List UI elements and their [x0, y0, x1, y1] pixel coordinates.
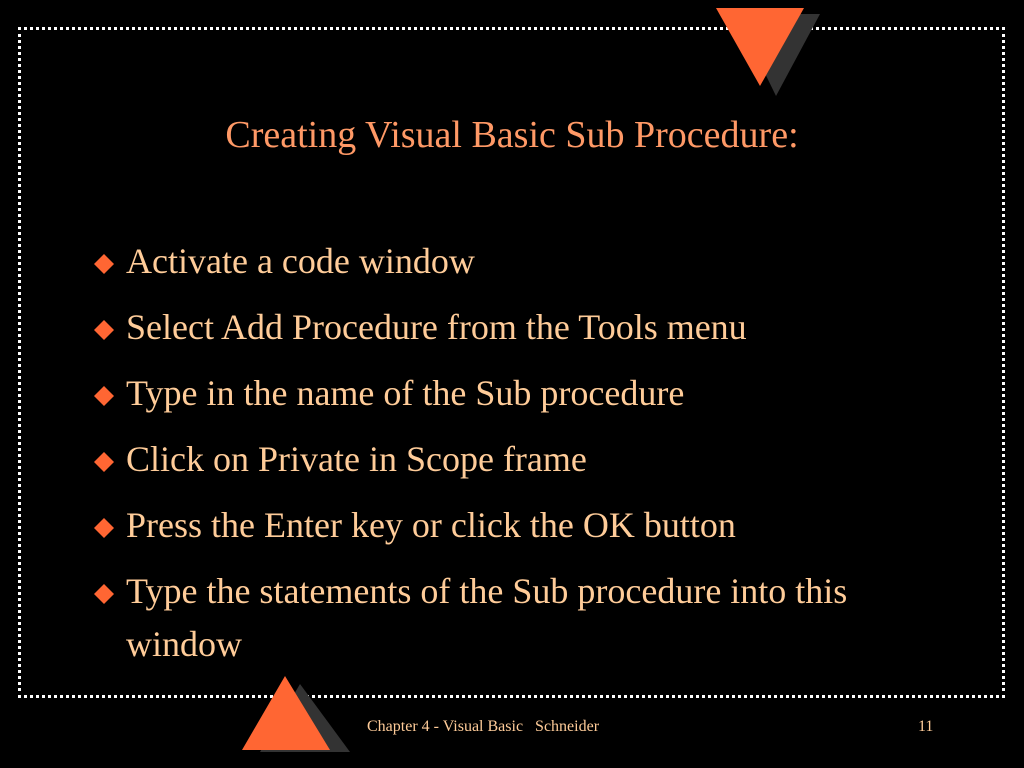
footer-caption: Chapter 4 - Visual Basic Schneider	[367, 718, 600, 735]
diamond-bullet-icon	[92, 318, 116, 342]
diamond-bullet-icon	[92, 450, 116, 474]
diamond-bullet-icon	[92, 582, 116, 606]
diamond-bullet-icon	[92, 384, 116, 408]
diamond-bullet-icon	[92, 516, 116, 540]
bullet-item	[92, 565, 932, 671]
bullet-text: Activate a code window	[126, 241, 475, 281]
bullet-text: Type the statements of the Sub procedure into this window	[126, 571, 848, 664]
bullet-item	[92, 367, 932, 419]
page-number: 11	[918, 718, 934, 735]
bullet-list	[92, 235, 932, 685]
bullet-text: Press the Enter key or click the OK button	[126, 505, 736, 545]
bullet-item	[92, 499, 932, 551]
diamond-bullet-icon	[92, 252, 116, 276]
bullet-item	[92, 433, 932, 485]
bullet-item	[92, 301, 932, 353]
bullet-text: Click on Private in Scope frame	[126, 439, 587, 479]
slide-title: Creating Visual Basic Sub Procedure:	[225, 114, 799, 156]
bullet-text: Select Add Procedure from the Tools menu	[126, 307, 747, 347]
bullet-text: Type in the name of the Sub procedure	[126, 373, 685, 413]
bullet-item	[92, 235, 932, 287]
